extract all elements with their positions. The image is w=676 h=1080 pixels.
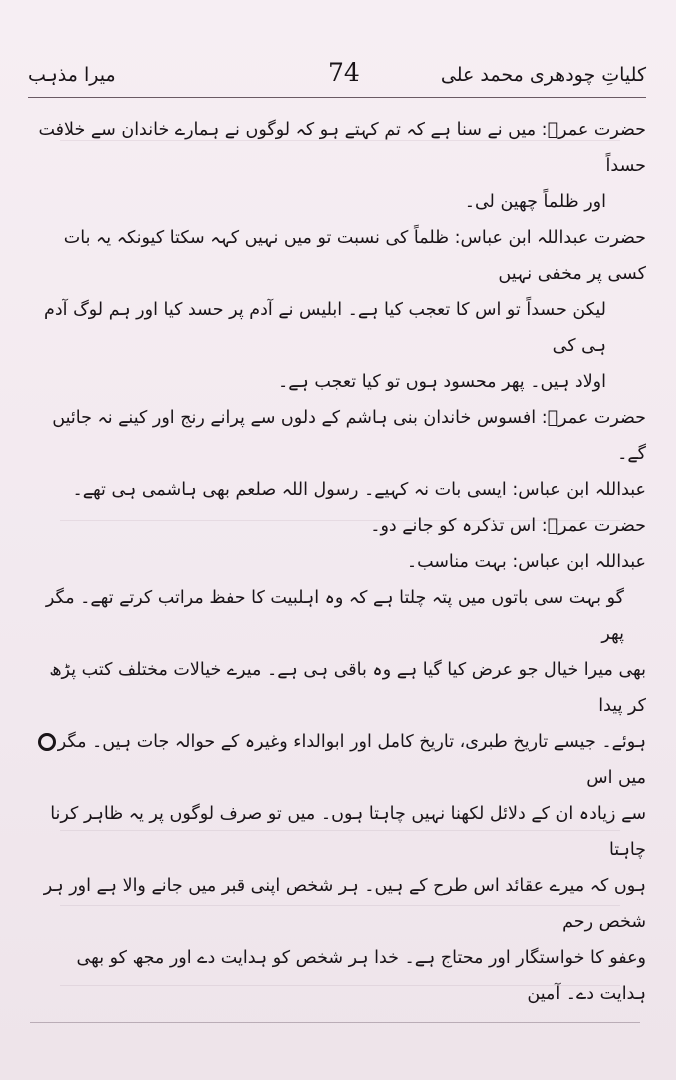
dialogue-paragraph	[36, 220, 646, 400]
page-body	[36, 112, 646, 1012]
text-line: ہوئے۔ جیسے تاریخ طبری، تاریخ کامل اور ابوالداء وغیرہ کے حوالہ جات ہیں۔ مگر میں اس	[57, 732, 646, 788]
book-title: کلیاتِ چودھری محمد علی	[440, 64, 646, 86]
text-line: حضرت عبداللہ ابن عباس: ظلماً کی نسبت تو میں نہیں کہہ سکتا کیونکہ یہ بات کسی پر مخفی نہیں	[63, 228, 646, 284]
page-number: 74	[328, 58, 360, 87]
text-line: وعفو کا خواستگار اور محتاج ہے۔ خدا ہر شخص کو ہدایت دے اور مجھ کو بھی ہدایت دے۔ آمین	[76, 948, 646, 1004]
text-line: اور ظلماً چھین لی۔	[464, 192, 606, 212]
bleed-through-rule	[30, 1022, 640, 1023]
text-line: سے زیادہ ان کے دلائل لکھنا نہیں چاہتا ہوں۔ میں تو صرف لوگوں پر یہ ظاہر کرنا چاہتا	[50, 804, 646, 860]
header-rule	[28, 97, 646, 98]
closing-paragraph	[36, 580, 646, 1012]
chapter-title: میرا مذہب	[28, 64, 116, 86]
text-line: عبداللہ ابن عباس: ایسی بات نہ کہیے۔ رسول اللہ صلعم بھی ہاشمی ہی تھے۔	[72, 480, 646, 500]
text-line: اولاد ہیں۔ پھر محسود ہوں تو کیا تعجب ہے۔	[278, 372, 606, 392]
page-header	[28, 58, 646, 92]
text-line: حضرت عمرؓ: افسوس خاندان بنی ہاشم کے دلوں سے پرانے رنج اور کینے نہ جائیں گے۔	[52, 408, 646, 464]
dialogue-paragraph	[36, 544, 646, 580]
text-line: حضرت عمرؓ: اس تذکرہ کو جانے دو۔	[370, 516, 646, 536]
dialogue-paragraph	[36, 472, 646, 508]
text-line: حضرت عمرؓ: میں نے سنا ہے کہ تم کہتے ہو کہ لوگوں نے ہمارے خاندان سے خلافت حسداً	[38, 120, 646, 176]
dialogue-paragraph	[36, 112, 646, 220]
text-line: عبداللہ ابن عباس: بہت مناسب۔	[406, 552, 646, 572]
dialogue-paragraph	[36, 508, 646, 544]
text-line: گو بہت سی باتوں میں پتہ چلتا ہے کہ وہ اہلبیت کا حفظ مراتب کرتے تھے۔ مگر پھر	[45, 588, 624, 644]
text-line: لیکن حسداً تو اس کا تعجب کیا ہے۔ ابلیس نے آدم پر حسد کیا اور ہم لوگ آدم ہی کی	[44, 300, 606, 356]
text-line: ہوں کہ میرے عقائد اس طرح کے ہیں۔ ہر شخص اپنی قبر میں جانے والا ہے اور ہر شخص رحم	[43, 876, 646, 932]
text-line: بھی میرا خیال جو عرض کیا گیا ہے وہ باقی ہی ہے۔ میرے خیالات مختلف کتب پڑھ کر پیدا	[49, 660, 646, 716]
dialogue-paragraph	[36, 400, 646, 472]
circle-end-icon	[38, 733, 56, 751]
